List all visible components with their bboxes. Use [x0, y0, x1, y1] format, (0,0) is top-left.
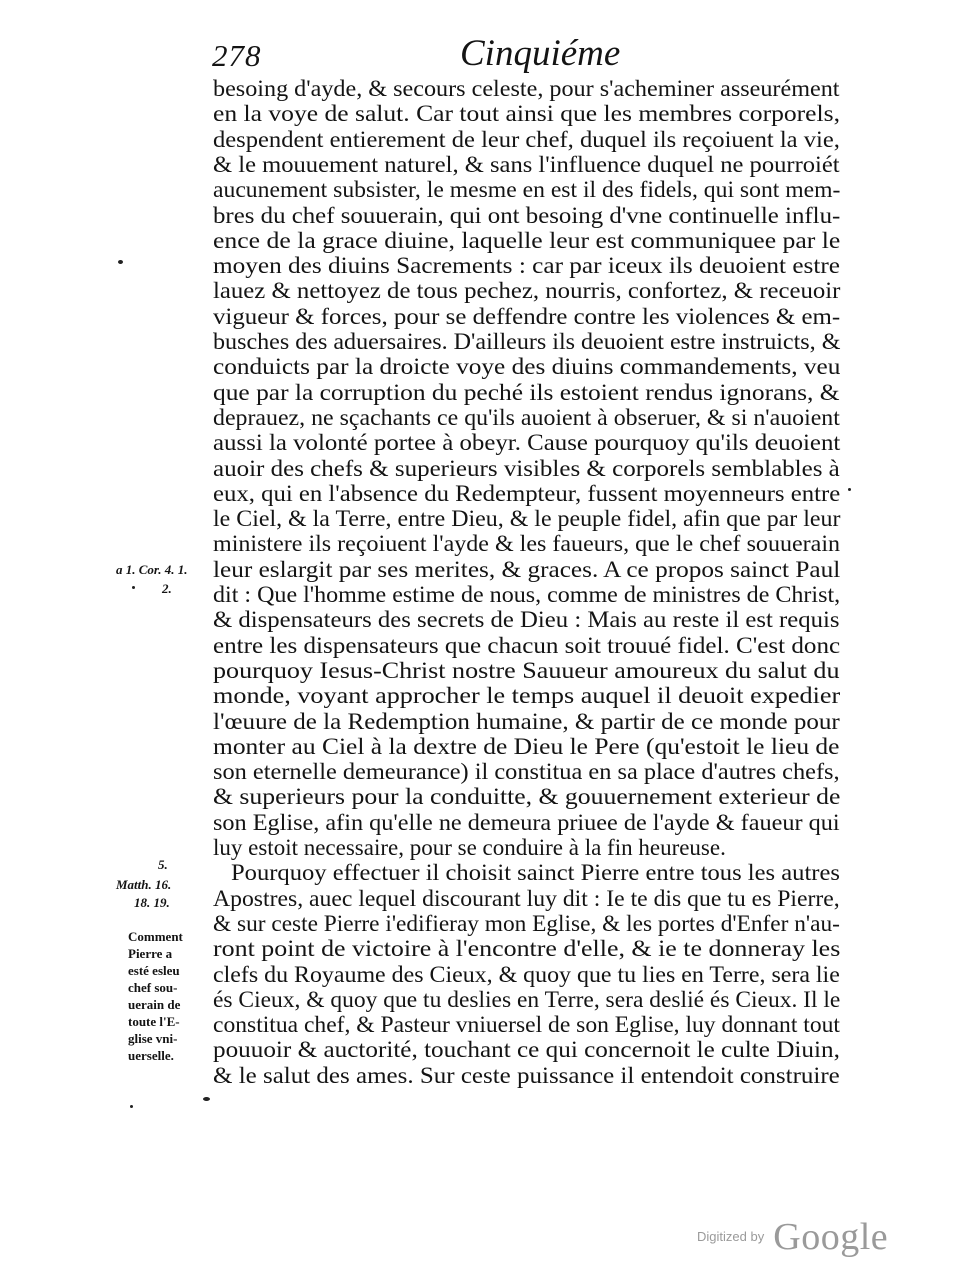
text-line: monter au Ciel à la dextre de Dieu le Pere (qu'estoit le lieu de [213, 733, 840, 759]
text-line: l'œuure de la Redemption humaine, & partir de ce monde pour [213, 708, 840, 734]
ink-speck [118, 260, 123, 264]
text-line: despendent entierement de leur chef, duquel ils reçoiuent la vie, [213, 126, 840, 152]
margin-notes [110, 540, 208, 1100]
text-line: monde, voyant approcher le temps auquel il deuoit expedier [213, 683, 841, 709]
margin-gloss-line: uerselle. [128, 1048, 174, 1063]
margin-gloss-line: uerain de [128, 997, 181, 1012]
text-line: & le salut des ames. Sur ceste puissance il entendoit construire [213, 1062, 840, 1088]
text-line: és Cieux, & quoy que tu deslies en Terre, sera deslié és Cieux. Il le [213, 986, 841, 1012]
text-line: & sur ceste Pierre i'edifieray mon Eglise, & les portes d'Enfer n'au- [213, 910, 840, 936]
text-line: clefs du Royaume des Cieux, & quoy que tu lies en Terre, sera lie [213, 961, 840, 987]
text-line: pouuoir & auctorité, touchant ce qui concernoit le culte Diuin, [213, 1037, 840, 1063]
ink-speck [848, 488, 851, 491]
running-head: Cinquiéme [460, 33, 621, 74]
margin-gloss-line: glise vni- [128, 1031, 178, 1046]
text-line: vigueur & forces, pour se deffendre contre les violences & em- [213, 303, 841, 329]
text-line: ront point de victoire à l'encontre d'elle, & ie te donneray les [213, 936, 841, 962]
text-line: & dispensateurs des secrets de Dieu : Mais au reste il est requis [213, 607, 840, 633]
google-logo: Google [773, 1216, 889, 1258]
main-text-block [213, 76, 840, 1086]
text-line: ministere ils reçoiuent l'ayde & les faueurs, que le chef souuerain [213, 531, 841, 557]
margin-reference: 18. 19. [134, 895, 170, 910]
text-line: Apostres, auec lequel discourant luy dit : Ie te dis que tu es Pierre, [213, 885, 840, 911]
text-line: busches des aduersaires. D'ailleurs ils deuoient estre instruicts, & [213, 329, 841, 354]
text-line: lauez & nettoyez de tous pechez, nourris, confortez, & receuoir [213, 278, 841, 304]
text-line: auoir des chefs & superieurs visibles & corporels semblables à [213, 455, 840, 481]
text-line: eux, qui en l'absence du Redempteur, fussent moyenneurs entre [213, 480, 841, 506]
ink-speck [130, 1105, 133, 1108]
text-line: & le mouuement naturel, & sans l'influence duquel ne pourroiét [213, 151, 840, 177]
text-line: besoing d'ayde, & secours celeste, pour s'acheminer asseurément [213, 76, 840, 101]
margin-gloss-line: esté esleu [128, 963, 180, 978]
margin-gloss-line: toute l'E- [128, 1014, 180, 1029]
paragraph-start-line: Pourquoy effectuer il choisit sainct Pierre entre tous les autres [231, 860, 840, 886]
margin-gloss-line: chef sou- [128, 980, 178, 995]
digitized-by-google-watermark [697, 1215, 888, 1259]
text-line: dit : Que l'homme estime de nous, comme de ministres de Christ, [213, 582, 841, 607]
text-line: constitua chef, & Pasteur vniuersel de son Eglise, luy donnant tout [213, 1012, 840, 1038]
page-number: 278 [212, 38, 262, 73]
margin-reference: a 1. Cor. 4. 1. [116, 562, 188, 577]
margin-gloss-line: Comment [128, 929, 183, 944]
ink-speck [132, 586, 135, 589]
ink-speck [203, 1097, 210, 1101]
text-line: pourquoy Iesus-Christ nostre Sauueur amoureux du salut du [213, 657, 840, 683]
text-line: deprauez, ne sçachants ce qu'ils auoient à obseruer, & si n'auoient [213, 404, 840, 430]
margin-reference: 5. [158, 857, 168, 872]
text-line: le Ciel, & la Terre, entre Dieu, & le peuple fidel, afin que par leur [213, 506, 841, 532]
margin-gloss-line: Pierre a [128, 946, 173, 961]
page-header [212, 28, 842, 74]
text-line: en la voye de salut. Car tout ainsi que les membres corporels, [213, 101, 840, 127]
text-line: bres du chef souuerain, qui ont besoing d'vne continuelle influ- [213, 202, 841, 228]
text-line: moyen des diuins Sacrements : car par iceux ils deuoient estre [213, 253, 841, 279]
text-line: aucunement subsister, le mesme en est il des fidels, qui sont mem- [213, 177, 841, 203]
margin-reference: 2. [162, 581, 172, 596]
text-line: son Eglise, afin qu'elle ne demeura priuee de l'ayde & faueur qui [213, 809, 840, 835]
text-line: ence de la grace diuine, laquelle leur est communiquee par le [213, 227, 841, 253]
text-line: que par la corruption du peché ils estoient rendus ignorans, & [213, 379, 840, 405]
text-line: entre les dispensateurs que chacun soit trouué fidel. C'est donc [213, 632, 841, 658]
text-line: leur eslargit par ses merites, & graces. A ce propos sainct Paul [213, 556, 841, 582]
text-line: son eternelle demeurance) il constitua en sa place d'autres chefs, [213, 759, 840, 785]
text-line: conduicts par la droicte voye des diuins commandements, veu [213, 354, 841, 380]
digitized-label: Digitized by [697, 1229, 765, 1244]
text-line: luy estoit necessaire, pour se conduire à la fin heureuse. [213, 835, 726, 860]
margin-reference: Matth. 16. [116, 877, 172, 892]
text-line: & superieurs pour la conduitte, & gouuernement exterieur de [213, 784, 841, 810]
text-line: aussi la volonté portee à obeyr. Cause pourquoy qu'ils deuoient [213, 430, 841, 456]
